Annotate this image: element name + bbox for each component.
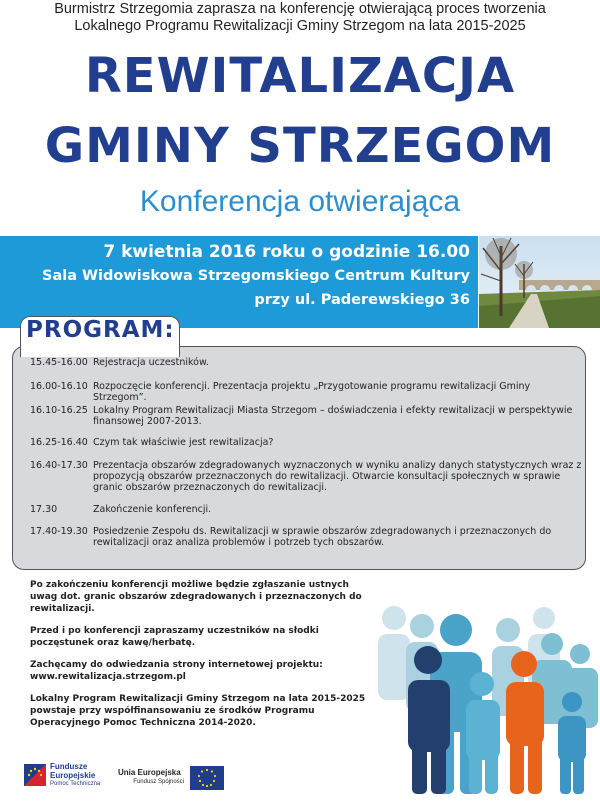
info-paragraph: Lokalny Program Rewitalizacji Gminy Strzegom na lata 2015-2025 powstaje przy współfinansowaniu ze środków Programu Operacyjnego Pomoc Techniczna 2014-2020. [30, 694, 366, 728]
program-item-time: 16.00-16.10 [30, 381, 88, 392]
fe-logo-line-2: Europejskie [50, 771, 96, 780]
title-line-2: GMINY STRZEGOM [44, 118, 556, 174]
subtitle: Konferencja otwierająca [139, 185, 461, 218]
fe-logo-line-1: Fundusze [50, 762, 88, 771]
program-item-desc: Posiedzenie Zespołu ds. Rewitalizacji w sprawie obszarów zdegradowanych i przeznaczonych do rewitalizacji oraz analiza problemów i potrzeb tych obszarów. [93, 526, 552, 548]
event-address: przy ul. Paderewskiego 36 [254, 292, 470, 308]
program-item-time: 17.40-19.30 [30, 526, 88, 537]
funding-logos [22, 758, 282, 802]
event-date: 7 kwietnia 2016 roku o godzinie 16.00 [103, 242, 470, 262]
intro-text [0, 1, 600, 35]
program-heading: PROGRAM: [26, 317, 175, 343]
event-venue: Sala Widowiskowa Strzegomskiego Centrum Kultury [42, 268, 470, 284]
intro-line-1: Burmistrz Strzegomia zaprasza na konferencję otwierającą proces tworzenia [54, 1, 546, 17]
website-link[interactable]: www.rewitalizacja.strzegom.pl [30, 672, 186, 682]
program-item-desc: Czym tak właściwie jest rewitalizacja? [93, 437, 274, 448]
info-section [30, 579, 370, 739]
fe-logo-line-3: Pomoc Techniczna [50, 781, 101, 787]
fundusze-europejskie-logo [24, 764, 46, 786]
park-photo [479, 236, 600, 328]
program-item-time: 16.10-16.25 [30, 405, 88, 416]
program-item-time: 15.45-16.00 [30, 357, 88, 368]
event-details [0, 240, 470, 312]
info-paragraph [30, 659, 370, 683]
eu-logo-line-2: Fundusz Spójności [133, 779, 184, 785]
program-item-time: 17.30 [30, 504, 58, 515]
people-illustration [372, 604, 600, 794]
program-item-time: 16.25-16.40 [30, 437, 88, 448]
info-paragraph: Po zakończeniu konferencji możliwe będzie zgłaszanie ustnych uwag dot. granic obszarów zdegradowanych i przeznaczonych do rewitalizacji. [30, 580, 362, 614]
eu-flag-logo [190, 766, 224, 790]
info-website-intro: Zachęcamy do odwiedzania strony internetowej projektu: [30, 660, 323, 670]
info-paragraph: Przed i po konferencji zapraszamy uczestników na słodki poczęstunek oraz kawę/herbatę. [30, 626, 319, 648]
program-item-desc: Rejestracja uczestników. [93, 357, 209, 368]
program-item-desc: Rozpoczęcie konferencji. Prezentacja projektu „Przygotowanie programu rewitalizacji Gminy Strzegom”. [93, 381, 531, 403]
program-item-desc: Lokalny Program Rewitalizacji Miasta Strzegom – doświadczenia i efekty rewitalizacji w perspektywie finansowej 2007-2013. [93, 405, 573, 427]
program-item-desc: Prezentacja obszarów zdegradowanych wyznaczonych w wyniku analizy danych statystycznych wraz z propozycją obszarów przeznaczonych do rewitalizacji. Otwarcie konsultacji społecznych w sprawie granic obszarów przeznaczonych do rewitalizacji. [93, 460, 582, 493]
intro-line-2: Lokalnego Programu Rewitalizacji Gminy Strzegom na lata 2015-2025 [74, 18, 526, 34]
eu-logo-line-1: Unia Europejska [118, 768, 181, 777]
program-item-time: 16.40-17.30 [30, 460, 88, 471]
title-line-1: REWITALIZACJA [84, 48, 516, 104]
program-item-desc: Zakończenie konferencji. [93, 504, 212, 515]
